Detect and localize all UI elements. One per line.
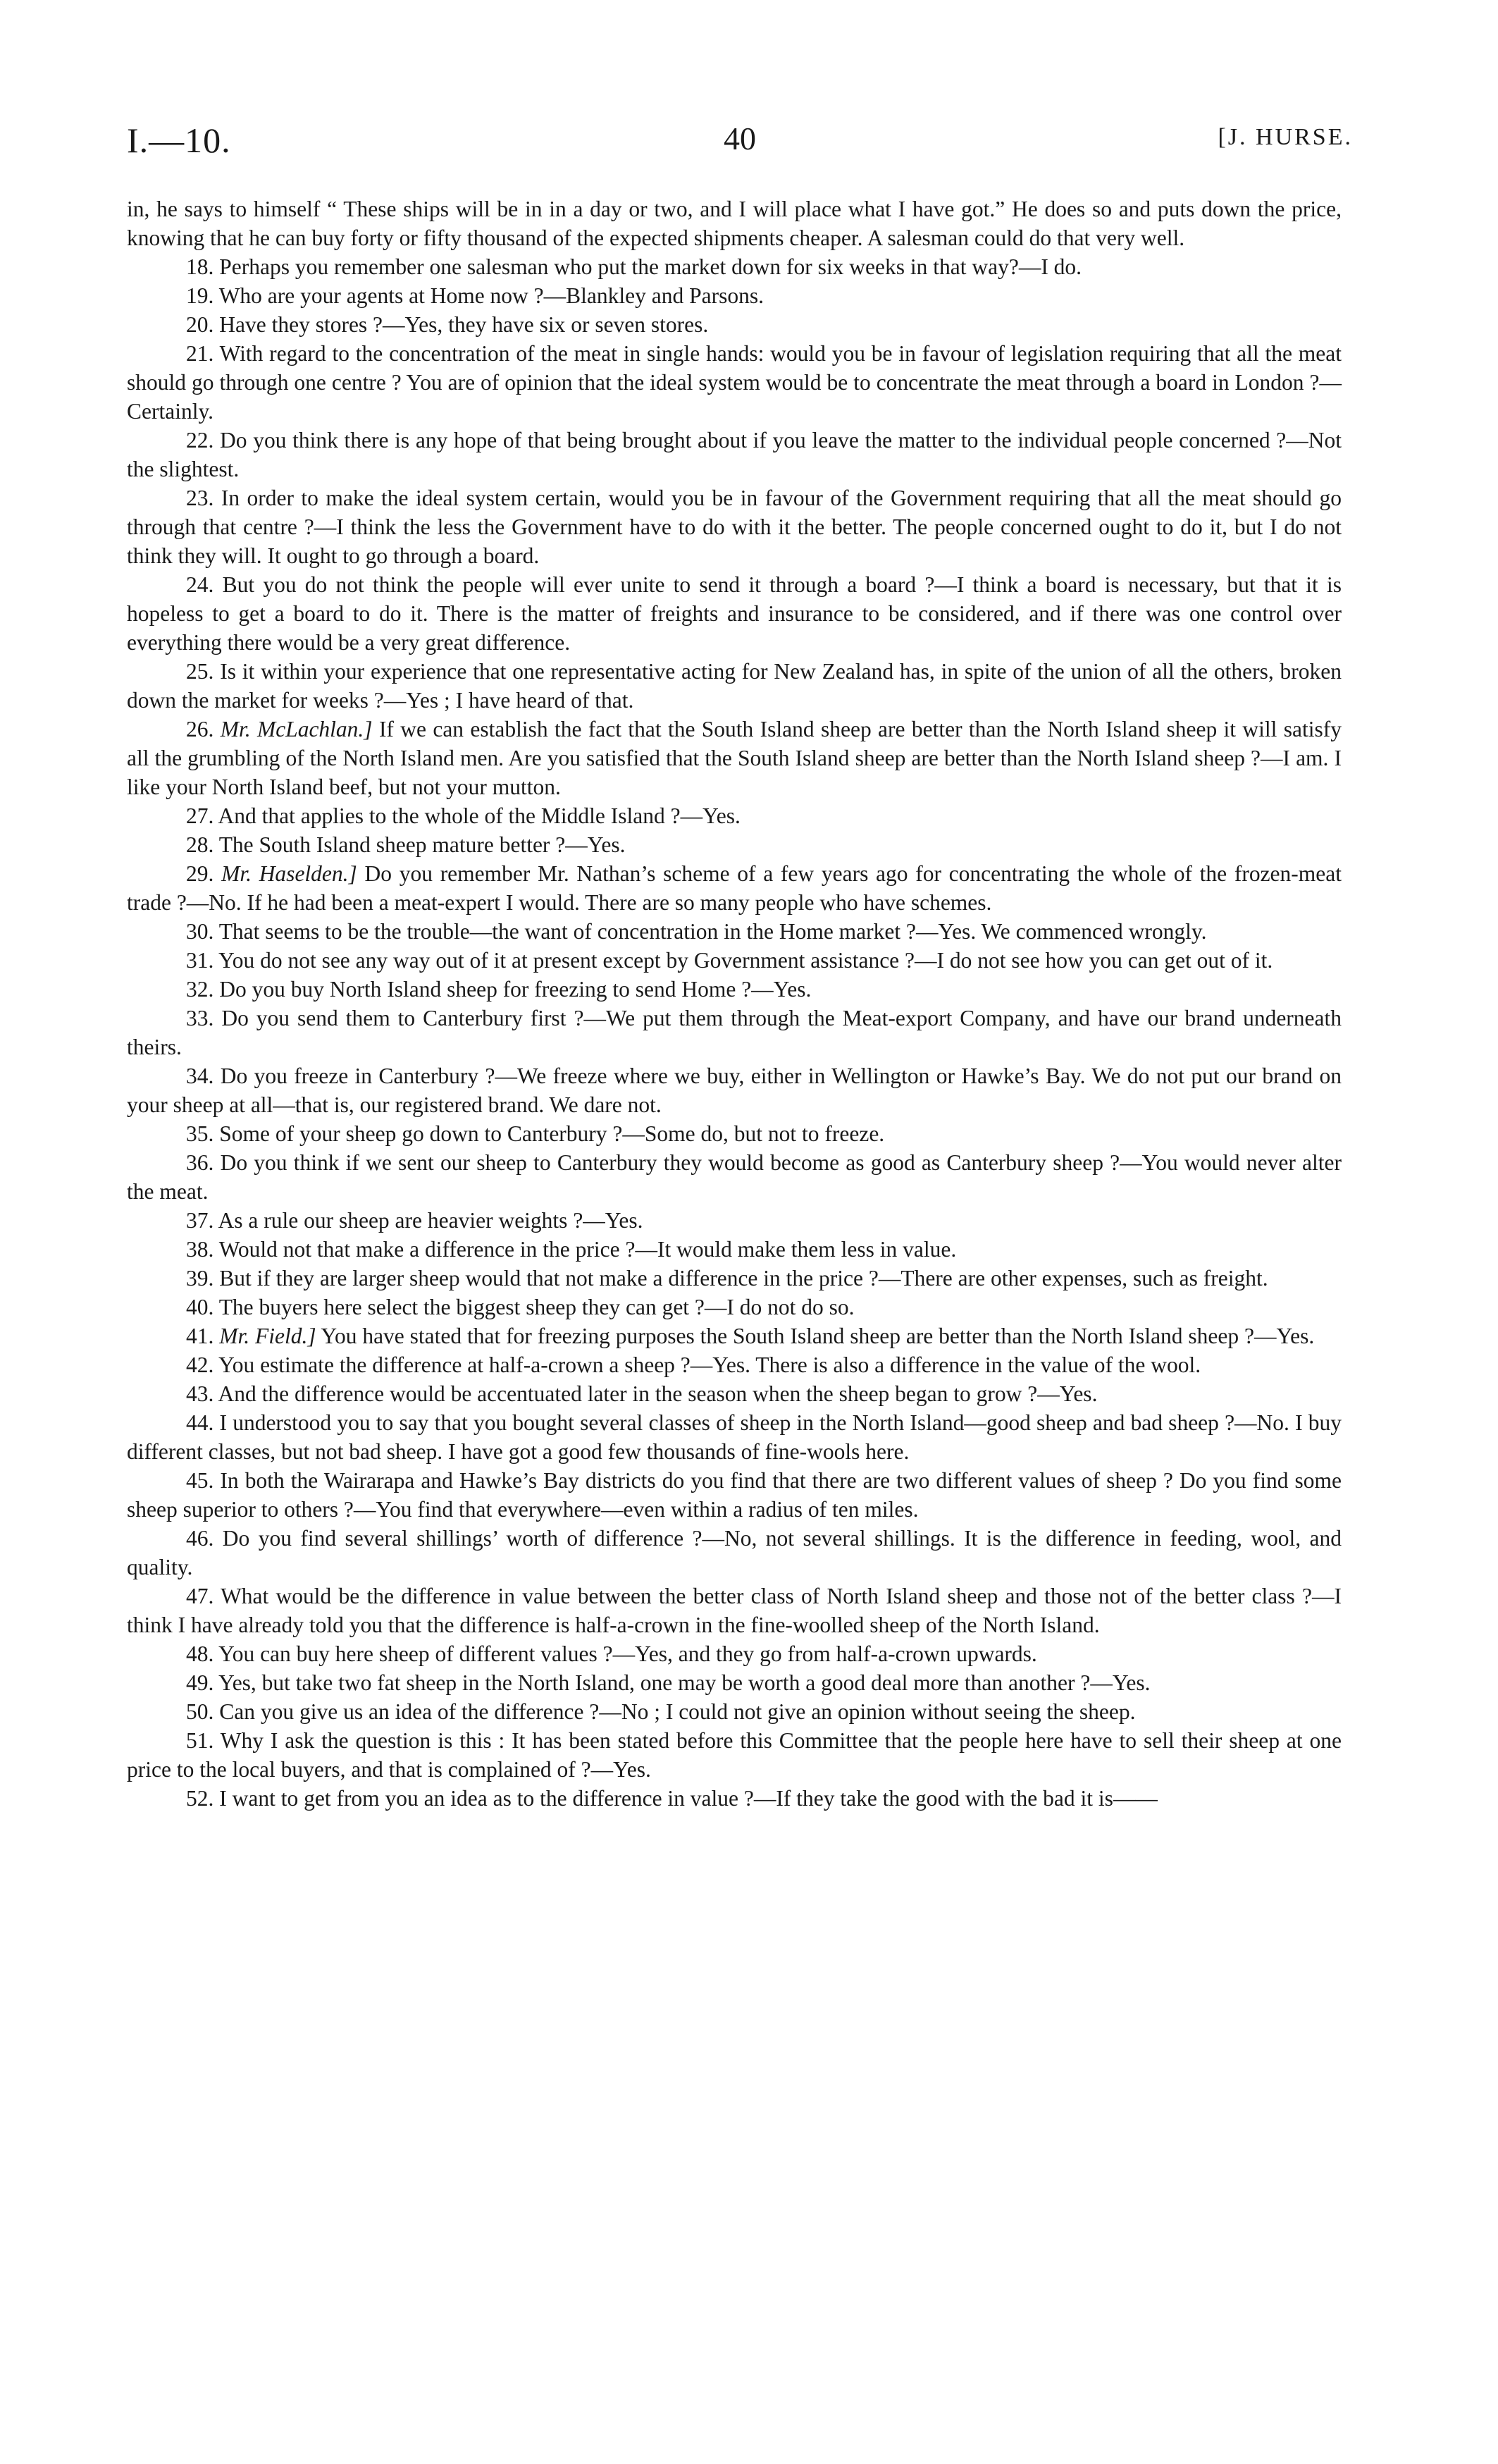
question-paragraph xyxy=(127,426,1342,483)
question-number: 32. xyxy=(186,977,214,1002)
paragraph-text: Who are your agents at Home now ?—Blankley and Parsons. xyxy=(218,283,764,308)
paragraph-text: But you do not think the people will ever unite to send it through a board ?—I think a board is necessary, but that it is hopeless to get a board to do it. There is the matter of freights and insurance to be considered, and if there was one control over everything there would be a very great difference. xyxy=(127,572,1342,655)
question-number: 33. xyxy=(186,1006,214,1030)
paragraph-text: But if they are larger sheep would that not make a difference in the price ?—There are other expenses, such as freight. xyxy=(219,1266,1268,1290)
paragraph-text: That seems to be the trouble—the want of concentration in the Home market ?—Yes. We commenced wrongly. xyxy=(218,919,1207,944)
question-number: 24. xyxy=(186,572,214,597)
question-paragraph xyxy=(127,1350,1342,1379)
question-paragraph xyxy=(127,1408,1342,1466)
question-number: 28. xyxy=(186,832,214,857)
question-number: 46. xyxy=(186,1526,214,1551)
question-paragraph xyxy=(127,1524,1342,1582)
paragraph-text: In order to make the ideal system certain, would you be in favour of the Government requiring that all the meat should go through that centre ?—I think the less the Government have to do with it the better. The people concerned ought to do it, but I do not think they will. It ought to go through a board. xyxy=(127,486,1342,568)
question-number: 23. xyxy=(186,486,214,510)
paragraph-text: Can you give us an idea of the difference ?—No ; I could not give an opinion without seeing the sheep. xyxy=(219,1699,1136,1724)
witness-name: [J. HURSE. xyxy=(1218,124,1353,150)
question-number: 29. xyxy=(186,861,214,886)
paragraph-text: Do you remember Mr. Nathan’s scheme of a few years ago for concentrating the whole of the frozen-meat trade ?—No. If he had been a meat-expert I would. There are so many people who have schemes. xyxy=(127,861,1342,915)
paragraph-text: Do you buy North Island sheep for freezing to send Home ?—Yes. xyxy=(219,977,812,1002)
speaker-name: Mr. Field.] xyxy=(219,1324,316,1348)
question-number: 39. xyxy=(186,1266,214,1290)
question-paragraph xyxy=(127,715,1342,801)
paragraph-text: With regard to the concentration of the meat in single hands: would you be in favour of legislation requiring that all the meat should go through one centre ? You are of opinion that the ideal system would be to concentrate the meat through a board in London ?—Certainly. xyxy=(127,341,1342,424)
continuation-paragraph xyxy=(127,195,1342,252)
question-paragraph xyxy=(127,252,1342,281)
question-paragraph xyxy=(127,1784,1342,1813)
paragraph-text: Is it within your experience that one representative acting for New Zealand has, in spite of the union of all the others, broken down the market for weeks ?—Yes ; I have heard of that. xyxy=(127,659,1342,713)
question-paragraph xyxy=(127,830,1342,859)
paragraph-text: Do you think if we sent our sheep to Canterbury they would become as good as Canterbury sheep ?—You would never alter the meat. xyxy=(127,1150,1342,1204)
paragraph-text: Do you think there is any hope of that being brought about if you leave the matter to the individual people concerned ?—Not the slightest. xyxy=(127,428,1342,481)
question-number: 51. xyxy=(186,1728,214,1753)
question-paragraph xyxy=(127,801,1342,830)
question-number: 38. xyxy=(186,1237,214,1262)
question-number: 52. xyxy=(186,1786,214,1811)
paragraph-text: You can buy here sheep of different values ?—Yes, and they go from half-a-crown upwards. xyxy=(218,1641,1037,1666)
question-paragraph xyxy=(127,1582,1342,1639)
question-paragraph xyxy=(127,1119,1342,1148)
body-text xyxy=(127,195,1342,1813)
question-paragraph xyxy=(127,1668,1342,1697)
question-paragraph xyxy=(127,1061,1342,1119)
speaker-name: Mr. Haselden.] xyxy=(221,861,357,886)
question-paragraph xyxy=(127,859,1342,917)
question-number: 20. xyxy=(186,312,214,337)
question-paragraph xyxy=(127,1264,1342,1293)
paragraph-text: Would not that make a difference in the price ?—It would make them less in value. xyxy=(218,1237,957,1262)
question-number: 30. xyxy=(186,919,214,944)
paragraph-text: Some of your sheep go down to Canterbury ?—Some do, but not to freeze. xyxy=(219,1121,885,1146)
question-number: 31. xyxy=(186,948,214,973)
paragraph-text: You do not see any way out of it at present except by Government assistance ?—I do not see how you can get out of it. xyxy=(218,948,1273,973)
paragraph-text: In both the Wairarapa and Hawke’s Bay districts do you find that there are two different values of sheep ? Do you find some sheep superior to others ?—You find that everywhere—even within a radius of ten miles. xyxy=(127,1468,1342,1522)
question-paragraph xyxy=(127,310,1342,339)
question-paragraph xyxy=(127,1322,1342,1350)
page-number: 40 xyxy=(724,121,756,156)
question-paragraph xyxy=(127,946,1342,975)
question-number: 47. xyxy=(186,1584,214,1608)
question-number: 18. xyxy=(186,254,214,279)
question-number: 48. xyxy=(186,1641,214,1666)
question-paragraph xyxy=(127,1726,1342,1784)
paragraph-text: If we can establish the fact that the South Island sheep are better than the North Island sheep it will satisfy all the grumbling of the North Island men. Are you satisfied that the South Island sheep are better than the North Island sheep ?—I am. I like your North Island beef, but not your mutton. xyxy=(127,717,1342,799)
paragraph-text: You estimate the difference at half-a-crown a sheep ?—Yes. There is also a difference in the value of the wool. xyxy=(218,1353,1201,1377)
question-paragraph xyxy=(127,281,1342,310)
question-number: 25. xyxy=(186,659,214,684)
question-paragraph xyxy=(127,1379,1342,1408)
question-number: 43. xyxy=(186,1381,214,1406)
page-header xyxy=(127,120,1353,169)
speaker-name: Mr. McLachlan.] xyxy=(220,717,373,741)
question-number: 35. xyxy=(186,1121,214,1146)
paragraph-text: And that applies to the whole of the Middle Island ?—Yes. xyxy=(218,803,741,828)
question-number: 37. xyxy=(186,1208,214,1233)
paragraph-text: Perhaps you remember one salesman who put the market down for six weeks in that way?—I do. xyxy=(219,254,1082,279)
question-paragraph xyxy=(127,1639,1342,1668)
paragraph-text: And the difference would be accentuated later in the season when the sheep began to grow ?—Yes. xyxy=(218,1381,1098,1406)
document-reference: I.—10. xyxy=(127,121,231,160)
question-paragraph xyxy=(127,1004,1342,1061)
question-number: 41. xyxy=(186,1324,214,1348)
question-number: 44. xyxy=(186,1410,214,1435)
paragraph-text: As a rule our sheep are heavier weights ?—Yes. xyxy=(218,1208,643,1233)
paragraph-text: Have they stores ?—Yes, they have six or seven stores. xyxy=(219,312,709,337)
question-paragraph xyxy=(127,1206,1342,1235)
paragraph-text: Do you send them to Canterbury first ?—We put them through the Meat-export Company, and have our brand underneath theirs. xyxy=(127,1006,1342,1059)
question-paragraph xyxy=(127,1697,1342,1726)
question-paragraph xyxy=(127,917,1342,946)
paragraph-text: Do you find several shillings’ worth of difference ?—No, not several shillings. It is the difference in feeding, wool, and quality. xyxy=(127,1526,1342,1579)
paragraph-text: You have stated that for freezing purposes the South Island sheep are better than the North Island sheep ?—Yes. xyxy=(321,1324,1315,1348)
question-number: 45. xyxy=(186,1468,214,1493)
paragraph-text: The buyers here select the biggest sheep they can get ?—I do not do so. xyxy=(218,1295,855,1319)
paragraph-text: in, he says to himself “ These ships will be in in a day or two, and I will place what I have got.” He does so and puts down the price, knowing that he can buy forty or fifty thousand of the expected shipments cheaper. A salesman could do that very well. xyxy=(127,197,1342,250)
paragraph-text: Why I ask the question is this : It has been stated before this Committee that the people here have to sell their sheep at one price to the local buyers, and that is complained of ?—Yes. xyxy=(127,1728,1342,1782)
paragraph-text: I want to get from you an idea as to the difference in value ?—If they take the good with the bad it is—— xyxy=(219,1786,1158,1811)
question-number: 34. xyxy=(186,1064,214,1088)
question-paragraph xyxy=(127,570,1342,657)
question-number: 26. xyxy=(186,717,214,741)
question-paragraph xyxy=(127,657,1342,715)
question-paragraph xyxy=(127,1293,1342,1322)
question-number: 19. xyxy=(186,283,214,308)
question-number: 36. xyxy=(186,1150,214,1175)
paragraph-text: What would be the difference in value between the better class of North Island sheep and those not of the better class ?—I think I have already told you that the difference is half-a-crown in the fine-woolled sheep of the North Island. xyxy=(127,1584,1342,1637)
paragraph-text: Yes, but take two fat sheep in the North Island, one may be worth a good deal more than another ?—Yes. xyxy=(218,1670,1151,1695)
question-number: 27. xyxy=(186,803,214,828)
question-paragraph xyxy=(127,339,1342,426)
paragraph-text: Do you freeze in Canterbury ?—We freeze where we buy, either in Wellington or Hawke’s Bay. We do not put our brand on your sheep at all—that is, our registered brand. We dare not. xyxy=(127,1064,1342,1117)
paragraph-text: I understood you to say that you bought several classes of sheep in the North Island—good sheep and bad sheep ?—No. I buy different classes, but not bad sheep. I have got a good few thousands of fine-wools here. xyxy=(127,1410,1342,1464)
question-number: 21. xyxy=(186,341,214,366)
question-number: 42. xyxy=(186,1353,214,1377)
question-paragraph xyxy=(127,483,1342,570)
question-paragraph xyxy=(127,1466,1342,1524)
question-paragraph xyxy=(127,1148,1342,1206)
paragraph-text: The South Island sheep mature better ?—Yes. xyxy=(218,832,626,857)
question-number: 22. xyxy=(186,428,214,452)
question-number: 50. xyxy=(186,1699,214,1724)
question-paragraph xyxy=(127,1235,1342,1264)
question-number: 49. xyxy=(186,1670,214,1695)
question-paragraph xyxy=(127,975,1342,1004)
question-number: 40. xyxy=(186,1295,214,1319)
